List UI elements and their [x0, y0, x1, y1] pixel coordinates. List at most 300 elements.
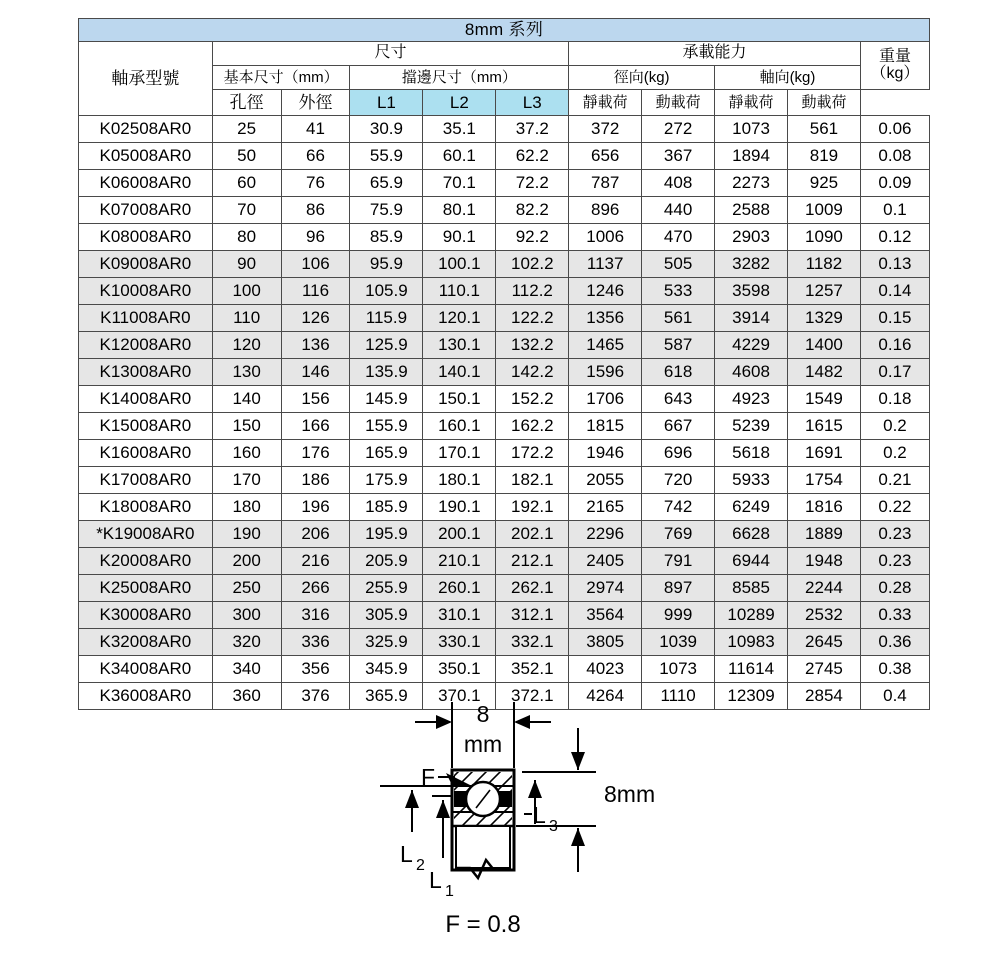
cell-weight: 0.17 [860, 359, 929, 386]
cell-model: K10008AR0 [79, 278, 213, 305]
cell-l3: 162.2 [496, 413, 569, 440]
cell-ax-static: 5239 [715, 413, 788, 440]
cell-ax-dynamic: 1329 [787, 305, 860, 332]
cell-l1: 30.9 [350, 116, 423, 143]
cell-weight: 0.21 [860, 467, 929, 494]
cell-model: K17008AR0 [79, 467, 213, 494]
label-l3-base: L [533, 802, 546, 828]
cell-model: K05008AR0 [79, 143, 213, 170]
cell-ax-dynamic: 819 [787, 143, 860, 170]
formula-label: F = 0.8 [445, 911, 521, 938]
cell-outer: 266 [281, 575, 350, 602]
cell-ax-dynamic: 2645 [787, 629, 860, 656]
cell-ax-dynamic: 1691 [787, 440, 860, 467]
cell-rad-static: 1006 [569, 224, 642, 251]
cell-model: K08008AR0 [79, 224, 213, 251]
cell-ax-dynamic: 1549 [787, 386, 860, 413]
cell-outer: 336 [281, 629, 350, 656]
header-radial-dynamic: 動載荷 [642, 90, 715, 116]
table-header [79, 19, 930, 116]
cell-l3: 37.2 [496, 116, 569, 143]
cell-model: K12008AR0 [79, 332, 213, 359]
cell-ax-dynamic: 2745 [787, 656, 860, 683]
cell-model: K32008AR0 [79, 629, 213, 656]
l3-arrowhead [528, 780, 542, 798]
cell-l3: 172.2 [496, 440, 569, 467]
header-l1: L1 [350, 90, 423, 116]
cell-bore: 200 [212, 548, 281, 575]
label-l2-base: L [400, 841, 413, 867]
cell-outer: 316 [281, 602, 350, 629]
cell-outer: 146 [281, 359, 350, 386]
table-row [79, 332, 930, 359]
bearing-cross-section-diagram [0, 690, 1000, 970]
cell-bore: 140 [212, 386, 281, 413]
cell-l1: 185.9 [350, 494, 423, 521]
cell-bore: 100 [212, 278, 281, 305]
table-row [79, 305, 930, 332]
cell-rad-static: 1596 [569, 359, 642, 386]
cell-weight: 0.12 [860, 224, 929, 251]
cell-weight: 0.23 [860, 548, 929, 575]
cell-outer: 96 [281, 224, 350, 251]
cell-rad-static: 3805 [569, 629, 642, 656]
l2-arrowhead [405, 790, 419, 808]
cell-bore: 190 [212, 521, 281, 548]
cell-l2: 120.1 [423, 305, 496, 332]
cell-outer: 376 [281, 683, 350, 710]
table-row [79, 629, 930, 656]
cell-bore: 150 [212, 413, 281, 440]
cell-rad-static: 656 [569, 143, 642, 170]
cell-ax-static: 6628 [715, 521, 788, 548]
cell-outer: 166 [281, 413, 350, 440]
cell-l2: 70.1 [423, 170, 496, 197]
cell-ax-static: 2903 [715, 224, 788, 251]
table-title-band: 8mm 系列 [79, 19, 930, 42]
cell-ax-static: 3598 [715, 278, 788, 305]
cell-rad-dynamic: 618 [642, 359, 715, 386]
cell-bore: 120 [212, 332, 281, 359]
cell-l2: 330.1 [423, 629, 496, 656]
cell-ax-static: 4923 [715, 386, 788, 413]
cell-rad-static: 1356 [569, 305, 642, 332]
cell-weight: 0.23 [860, 521, 929, 548]
cell-l1: 195.9 [350, 521, 423, 548]
cell-model: K06008AR0 [79, 170, 213, 197]
header-outer: 外徑 [281, 90, 350, 116]
height-dim-label: 8mm [604, 781, 656, 807]
cell-l3: 132.2 [496, 332, 569, 359]
table-row [79, 278, 930, 305]
cell-ax-static: 5933 [715, 467, 788, 494]
cell-weight: 0.18 [860, 386, 929, 413]
cell-weight: 0.14 [860, 278, 929, 305]
cell-weight: 0.33 [860, 602, 929, 629]
cell-weight: 0.4 [860, 683, 929, 710]
cell-weight: 0.2 [860, 440, 929, 467]
cell-model: K15008AR0 [79, 413, 213, 440]
cell-l1: 365.9 [350, 683, 423, 710]
cell-ax-dynamic: 1615 [787, 413, 860, 440]
cell-model: K11008AR0 [79, 305, 213, 332]
cell-ax-static: 11614 [715, 656, 788, 683]
cell-outer: 156 [281, 386, 350, 413]
table-row [79, 494, 930, 521]
cell-ax-dynamic: 1182 [787, 251, 860, 278]
bearing-spec-table [78, 18, 930, 710]
cell-model: K34008AR0 [79, 656, 213, 683]
cell-rad-dynamic: 505 [642, 251, 715, 278]
cell-weight: 0.38 [860, 656, 929, 683]
cell-ax-dynamic: 1400 [787, 332, 860, 359]
cell-model: K36008AR0 [79, 683, 213, 710]
cell-rad-static: 1137 [569, 251, 642, 278]
seal-block-right [499, 791, 512, 807]
cell-l1: 125.9 [350, 332, 423, 359]
cell-ax-static: 1073 [715, 116, 788, 143]
cell-outer: 186 [281, 467, 350, 494]
table-row [79, 413, 930, 440]
cell-weight: 0.28 [860, 575, 929, 602]
table-row [79, 197, 930, 224]
cell-weight: 0.06 [860, 116, 929, 143]
cell-rad-static: 2405 [569, 548, 642, 575]
cell-rad-static: 1815 [569, 413, 642, 440]
cell-rad-dynamic: 1110 [642, 683, 715, 710]
table-body [79, 116, 930, 710]
cell-rad-static: 4264 [569, 683, 642, 710]
cell-bore: 340 [212, 656, 281, 683]
cell-outer: 196 [281, 494, 350, 521]
cell-ax-static: 2588 [715, 197, 788, 224]
header-weight-label: 重量 [878, 47, 911, 65]
cell-weight: 0.16 [860, 332, 929, 359]
cell-outer: 76 [281, 170, 350, 197]
cell-rad-dynamic: 1073 [642, 656, 715, 683]
table-row [79, 359, 930, 386]
cell-outer: 206 [281, 521, 350, 548]
cell-bore: 50 [212, 143, 281, 170]
cell-ax-dynamic: 561 [787, 116, 860, 143]
cell-l1: 95.9 [350, 251, 423, 278]
cell-l3: 212.1 [496, 548, 569, 575]
table-row [79, 386, 930, 413]
cell-outer: 216 [281, 548, 350, 575]
cell-l2: 260.1 [423, 575, 496, 602]
width-dim-unit: mm [463, 731, 503, 757]
cell-ax-dynamic: 925 [787, 170, 860, 197]
cell-l2: 130.1 [423, 332, 496, 359]
table-row [79, 143, 930, 170]
cell-l3: 82.2 [496, 197, 569, 224]
header-radial-static: 靜載荷 [569, 90, 642, 116]
l1-arrowhead [436, 800, 450, 818]
cell-l3: 92.2 [496, 224, 569, 251]
cell-bore: 70 [212, 197, 281, 224]
cell-outer: 106 [281, 251, 350, 278]
cell-ax-static: 12309 [715, 683, 788, 710]
cell-outer: 116 [281, 278, 350, 305]
cell-model: K07008AR0 [79, 197, 213, 224]
cell-l2: 210.1 [423, 548, 496, 575]
width-arrowhead-left [436, 715, 452, 729]
cell-l3: 352.1 [496, 656, 569, 683]
cell-ax-static: 6249 [715, 494, 788, 521]
table-row [79, 521, 930, 548]
cell-bore: 320 [212, 629, 281, 656]
cell-bore: 130 [212, 359, 281, 386]
table-row [79, 575, 930, 602]
cell-l1: 85.9 [350, 224, 423, 251]
cell-l1: 255.9 [350, 575, 423, 602]
header-flange-dims: 擋邊尺寸（mm） [350, 66, 569, 90]
cell-l3: 332.1 [496, 629, 569, 656]
cell-l3: 312.1 [496, 602, 569, 629]
table-row [79, 224, 930, 251]
cell-rad-dynamic: 791 [642, 548, 715, 575]
cell-l2: 80.1 [423, 197, 496, 224]
cell-ax-dynamic: 1090 [787, 224, 860, 251]
cell-rad-static: 372 [569, 116, 642, 143]
cell-rad-dynamic: 769 [642, 521, 715, 548]
cell-weight: 0.09 [860, 170, 929, 197]
label-f: F [420, 764, 436, 790]
cell-weight: 0.22 [860, 494, 929, 521]
cell-model: K30008AR0 [79, 602, 213, 629]
cell-ax-static: 4229 [715, 332, 788, 359]
cell-rad-dynamic: 1039 [642, 629, 715, 656]
cell-ax-static: 10983 [715, 629, 788, 656]
table-row [79, 251, 930, 278]
cell-outer: 126 [281, 305, 350, 332]
cell-l1: 105.9 [350, 278, 423, 305]
label-l1-base: L [429, 867, 442, 893]
cell-l1: 55.9 [350, 143, 423, 170]
cell-l1: 135.9 [350, 359, 423, 386]
header-dimensions-group: 尺寸 [212, 42, 569, 66]
cell-weight: 0.2 [860, 413, 929, 440]
cell-model: K18008AR0 [79, 494, 213, 521]
cell-l1: 145.9 [350, 386, 423, 413]
cell-ax-static: 10289 [715, 602, 788, 629]
header-capacity-group: 承載能力 [569, 42, 861, 66]
cell-outer: 66 [281, 143, 350, 170]
cell-ax-dynamic: 1889 [787, 521, 860, 548]
cell-rad-dynamic: 587 [642, 332, 715, 359]
cell-rad-dynamic: 440 [642, 197, 715, 224]
cell-l3: 72.2 [496, 170, 569, 197]
cell-rad-dynamic: 742 [642, 494, 715, 521]
cell-rad-static: 787 [569, 170, 642, 197]
cell-outer: 356 [281, 656, 350, 683]
cell-rad-static: 2165 [569, 494, 642, 521]
cell-weight: 0.1 [860, 197, 929, 224]
cell-l2: 150.1 [423, 386, 496, 413]
cell-rad-dynamic: 533 [642, 278, 715, 305]
cell-rad-dynamic: 367 [642, 143, 715, 170]
cell-l2: 350.1 [423, 656, 496, 683]
cell-rad-dynamic: 272 [642, 116, 715, 143]
cell-l3: 262.1 [496, 575, 569, 602]
label-l2-sub: 2 [416, 857, 425, 874]
cell-bore: 160 [212, 440, 281, 467]
cell-bore: 90 [212, 251, 281, 278]
cell-l1: 325.9 [350, 629, 423, 656]
height-arrowhead-bottom [571, 828, 585, 846]
cell-model: K16008AR0 [79, 440, 213, 467]
table-row [79, 440, 930, 467]
cell-weight: 0.08 [860, 143, 929, 170]
cell-ax-static: 5618 [715, 440, 788, 467]
header-l2: L2 [423, 90, 496, 116]
cell-rad-static: 2055 [569, 467, 642, 494]
cell-bore: 300 [212, 602, 281, 629]
cell-ax-dynamic: 1009 [787, 197, 860, 224]
cell-rad-dynamic: 667 [642, 413, 715, 440]
header-axial-dynamic: 動載荷 [787, 90, 860, 116]
cell-l3: 102.2 [496, 251, 569, 278]
cell-l2: 60.1 [423, 143, 496, 170]
cell-l1: 175.9 [350, 467, 423, 494]
inner-ring-body [456, 826, 510, 868]
cell-ax-static: 4608 [715, 359, 788, 386]
cell-ax-dynamic: 1482 [787, 359, 860, 386]
cell-l3: 122.2 [496, 305, 569, 332]
header-axial-group: 軸向(kg) [715, 66, 861, 90]
cell-ax-dynamic: 1754 [787, 467, 860, 494]
cell-rad-static: 4023 [569, 656, 642, 683]
cell-model: K02508AR0 [79, 116, 213, 143]
seal-block-left [454, 791, 467, 807]
cell-l3: 372.1 [496, 683, 569, 710]
cell-weight: 0.36 [860, 629, 929, 656]
header-model: 軸承型號 [79, 42, 213, 116]
cell-l3: 192.1 [496, 494, 569, 521]
cell-l2: 90.1 [423, 224, 496, 251]
cell-ax-dynamic: 1257 [787, 278, 860, 305]
cell-l2: 35.1 [423, 116, 496, 143]
cell-rad-static: 2296 [569, 521, 642, 548]
cell-l1: 165.9 [350, 440, 423, 467]
cell-rad-static: 1706 [569, 386, 642, 413]
table-row [79, 656, 930, 683]
cell-l1: 155.9 [350, 413, 423, 440]
cell-rad-static: 1465 [569, 332, 642, 359]
cell-rad-dynamic: 720 [642, 467, 715, 494]
cell-outer: 86 [281, 197, 350, 224]
cell-bore: 80 [212, 224, 281, 251]
cell-l1: 205.9 [350, 548, 423, 575]
cell-ax-dynamic: 2244 [787, 575, 860, 602]
header-weight [860, 42, 929, 90]
cell-l2: 100.1 [423, 251, 496, 278]
spec-table-container [78, 18, 930, 710]
table-row [79, 548, 930, 575]
cell-l2: 140.1 [423, 359, 496, 386]
width-dim-value: 8 [476, 701, 490, 727]
cell-ax-static: 8585 [715, 575, 788, 602]
cell-ax-dynamic: 2532 [787, 602, 860, 629]
cell-rad-dynamic: 470 [642, 224, 715, 251]
cell-rad-dynamic: 561 [642, 305, 715, 332]
cell-model: *K19008AR0 [79, 521, 213, 548]
cell-l2: 310.1 [423, 602, 496, 629]
cell-rad-dynamic: 999 [642, 602, 715, 629]
cell-rad-dynamic: 643 [642, 386, 715, 413]
cell-l2: 110.1 [423, 278, 496, 305]
table-row [79, 170, 930, 197]
header-bore: 孔徑 [212, 90, 281, 116]
cell-l2: 370.1 [423, 683, 496, 710]
header-radial-group: 徑向(kg) [569, 66, 715, 90]
label-l1-sub: 1 [445, 883, 454, 900]
cell-l1: 345.9 [350, 656, 423, 683]
cell-rad-dynamic: 897 [642, 575, 715, 602]
cell-outer: 41 [281, 116, 350, 143]
cell-bore: 360 [212, 683, 281, 710]
cell-rad-static: 896 [569, 197, 642, 224]
cell-ax-static: 1894 [715, 143, 788, 170]
table-row [79, 467, 930, 494]
cell-model: K14008AR0 [79, 386, 213, 413]
cell-outer: 176 [281, 440, 350, 467]
cell-ax-static: 6944 [715, 548, 788, 575]
cell-l3: 142.2 [496, 359, 569, 386]
cell-ax-static: 3914 [715, 305, 788, 332]
header-l3: L3 [496, 90, 569, 116]
cell-rad-static: 2974 [569, 575, 642, 602]
cell-ax-dynamic: 2854 [787, 683, 860, 710]
diagram-svg [0, 690, 1000, 970]
cell-model: K20008AR0 [79, 548, 213, 575]
cell-bore: 170 [212, 467, 281, 494]
table-row [79, 116, 930, 143]
cell-l3: 202.1 [496, 521, 569, 548]
cell-l1: 65.9 [350, 170, 423, 197]
cell-rad-static: 3564 [569, 602, 642, 629]
cell-ax-dynamic: 1816 [787, 494, 860, 521]
cell-bore: 110 [212, 305, 281, 332]
cell-bore: 25 [212, 116, 281, 143]
cell-model: K25008AR0 [79, 575, 213, 602]
height-arrowhead-top [571, 752, 585, 770]
cell-rad-static: 1246 [569, 278, 642, 305]
cell-outer: 136 [281, 332, 350, 359]
cell-ax-dynamic: 1948 [787, 548, 860, 575]
cell-rad-dynamic: 408 [642, 170, 715, 197]
cell-l2: 160.1 [423, 413, 496, 440]
cell-ax-static: 3282 [715, 251, 788, 278]
table-row [79, 602, 930, 629]
cell-model: K13008AR0 [79, 359, 213, 386]
cell-weight: 0.15 [860, 305, 929, 332]
cell-bore: 60 [212, 170, 281, 197]
cell-l2: 180.1 [423, 467, 496, 494]
cell-l3: 152.2 [496, 386, 569, 413]
header-basic-dims: 基本尺寸（mm） [212, 66, 350, 90]
cell-l1: 305.9 [350, 602, 423, 629]
cell-l1: 115.9 [350, 305, 423, 332]
cell-ax-static: 2273 [715, 170, 788, 197]
header-weight-unit: （kg） [870, 64, 920, 82]
cell-l3: 112.2 [496, 278, 569, 305]
cell-l2: 190.1 [423, 494, 496, 521]
label-l3-sub: 3 [549, 818, 558, 835]
width-arrowhead-right [514, 715, 530, 729]
cell-rad-dynamic: 696 [642, 440, 715, 467]
header-axial-static: 靜載荷 [715, 90, 788, 116]
